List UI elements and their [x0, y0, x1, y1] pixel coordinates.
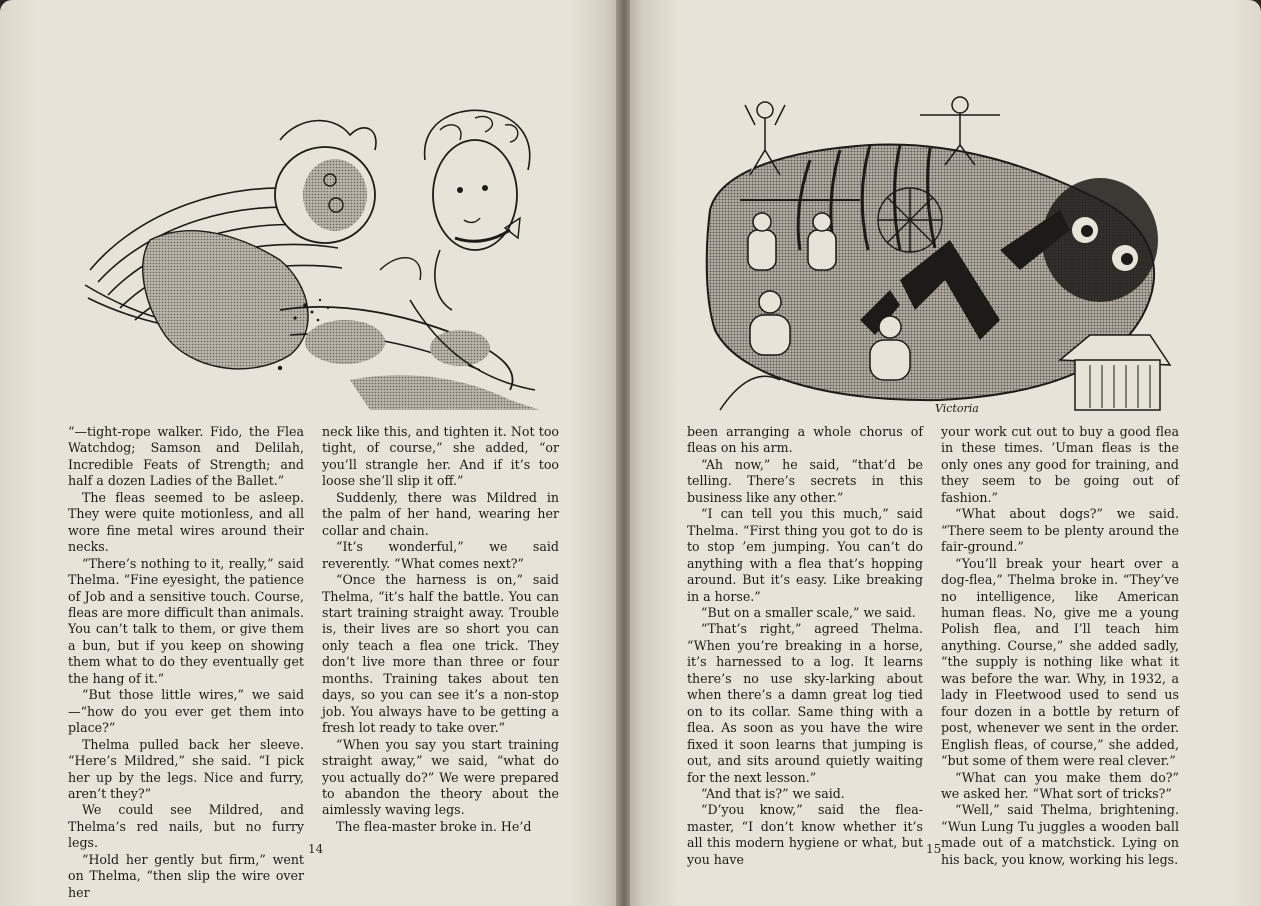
- paragraph: “And that is?” we said.: [701, 785, 845, 801]
- paragraph: “I can tell you this much,” said Thelma. “First thing you got to do is to stop ’em jumping. You can’t do anything with a flea that’s hopping around. But it’s easy. Like breaking in a horse.”: [687, 506, 923, 604]
- right-page-column-2: [941, 424, 1179, 868]
- woman-and-sleeper-illustration: [80, 100, 550, 415]
- paragraph: Thelma pulled back her sleeve. “Here’s Mildred,” she said. “I pick her up by the legs. Nice and furry, aren’t they?”: [68, 736, 304, 801]
- paragraph: Suddenly, there was Mildred in the palm of her hand, wearing her collar and chain.: [322, 489, 559, 538]
- paragraph: “It’s wonderful,” we said reverently. “What comes next?”: [322, 539, 559, 571]
- paragraph: “But those little wires,” we said—“how do you ever get them into place?”: [68, 687, 304, 736]
- page-number: 15: [926, 842, 942, 856]
- paragraph: “But on a smaller scale,” we said.: [701, 604, 916, 620]
- paragraph: The fleas seemed to be asleep. They were quite motionless, and all wore fine metal wires around their necks.: [68, 489, 304, 555]
- paragraph: “There’s nothing to it, really,” said Thelma. “Fine eyesight, the patience of Job and a sensitive touch. Course, fleas are more difficult than animals. You can’t talk to them, or give them a bun, but if you keep on showing them what to do they eventually get the hang of it.”: [68, 555, 304, 686]
- left-page-column-1: [68, 424, 304, 901]
- left-page-column-2: [322, 424, 559, 835]
- flea-circus-illustration: [700, 90, 1180, 420]
- paragraph: “What can you make them do?” we asked her. “What sort of tricks?”: [941, 769, 1179, 801]
- paragraph: “You’ll break your heart over a dog-flea,” Thelma broke in. “They’ve no intelligence, like American human fleas. No, give me a young Polish flea, and I’ll teach him anything. Course,” she added sadly, “the supply is nothing like what it was before the war. Why, in 1932, a lady in Fleetwood used to send us four dozen in a bottle by return of post, whenever we sent in the order. English fleas, of course,” she added, “but some of them were real clever.”: [941, 555, 1179, 769]
- page-number: 14: [308, 842, 324, 856]
- paragraph: We could see Mildred, and Thelma’s red nails, but no furry legs.: [68, 802, 304, 851]
- paragraph: The flea-master broke in. He’d: [336, 818, 532, 834]
- paragraph: “D’you know,” said the flea-master, “I don’t know whether it’s all this modern hygiene or what, but you have: [687, 802, 923, 867]
- paragraph: your work cut out to buy a good flea in these times. ’Uman fleas is the only ones any good for training, and they seem to be going out of fashion.”: [941, 424, 1179, 505]
- paragraph: “Hold her gently but firm,” went on Thelma, “then slip the wire over her: [68, 851, 304, 900]
- left-page: [0, 0, 618, 906]
- artist-signature: Victoria: [935, 402, 979, 415]
- paragraph: “That’s right,” agreed Thelma. “When you’re breaking in a horse, it’s harnessed to a log. It learns there’s no use sky-larking about when there’s a damn great log tied on to its collar. Same thing with a flea. As soon as you have the wire fixed it soon learns that jumping is out, and sits around quietly waiting for the next lesson.”: [687, 621, 923, 785]
- paragraph: “When you say you start training straight away,” we said, “what do you actually do?” We were prepared to abandon the theory about the aimlessly waving legs.: [322, 736, 559, 818]
- paragraph: “Once the harness is on,” said Thelma, “it’s half the battle. You can start training straight away. Trouble is, their lives are so short you can only teach a flea one trick. They don’t live more than three or four months. Training takes about ten days, so you can see it’s a non-stop job. You always have to be getting a fresh lot ready to take over.”: [322, 572, 559, 736]
- paragraph: “Well,” said Thelma, brightening. “Wun Lung Tu juggles a wooden ball made out of a matchstick. Lying on his back, you know, working his legs.: [941, 802, 1179, 867]
- right-page-column-1: [687, 424, 923, 868]
- paragraph: neck like this, and tighten it. Not too tight, of course,” she added, “or you’ll strangle her. And if it’s too loose she’ll slip it off.”: [322, 424, 559, 489]
- paragraph: “What about dogs?” we said. “There seem to be plenty around the fair-ground.”: [941, 506, 1179, 555]
- right-page: [630, 0, 1261, 906]
- paragraph: “Ah now,” he said, “that’d be telling. There’s secrets in this business like any other.”: [687, 456, 923, 505]
- paragraph: been arranging a whole chorus of fleas on his arm.: [687, 424, 923, 456]
- paragraph: “—tight-rope walker. Fido, the Flea Watchdog; Samson and Delilah, Incredible Feats of Strength; and half a dozen Ladies of the Ballet.”: [68, 424, 304, 489]
